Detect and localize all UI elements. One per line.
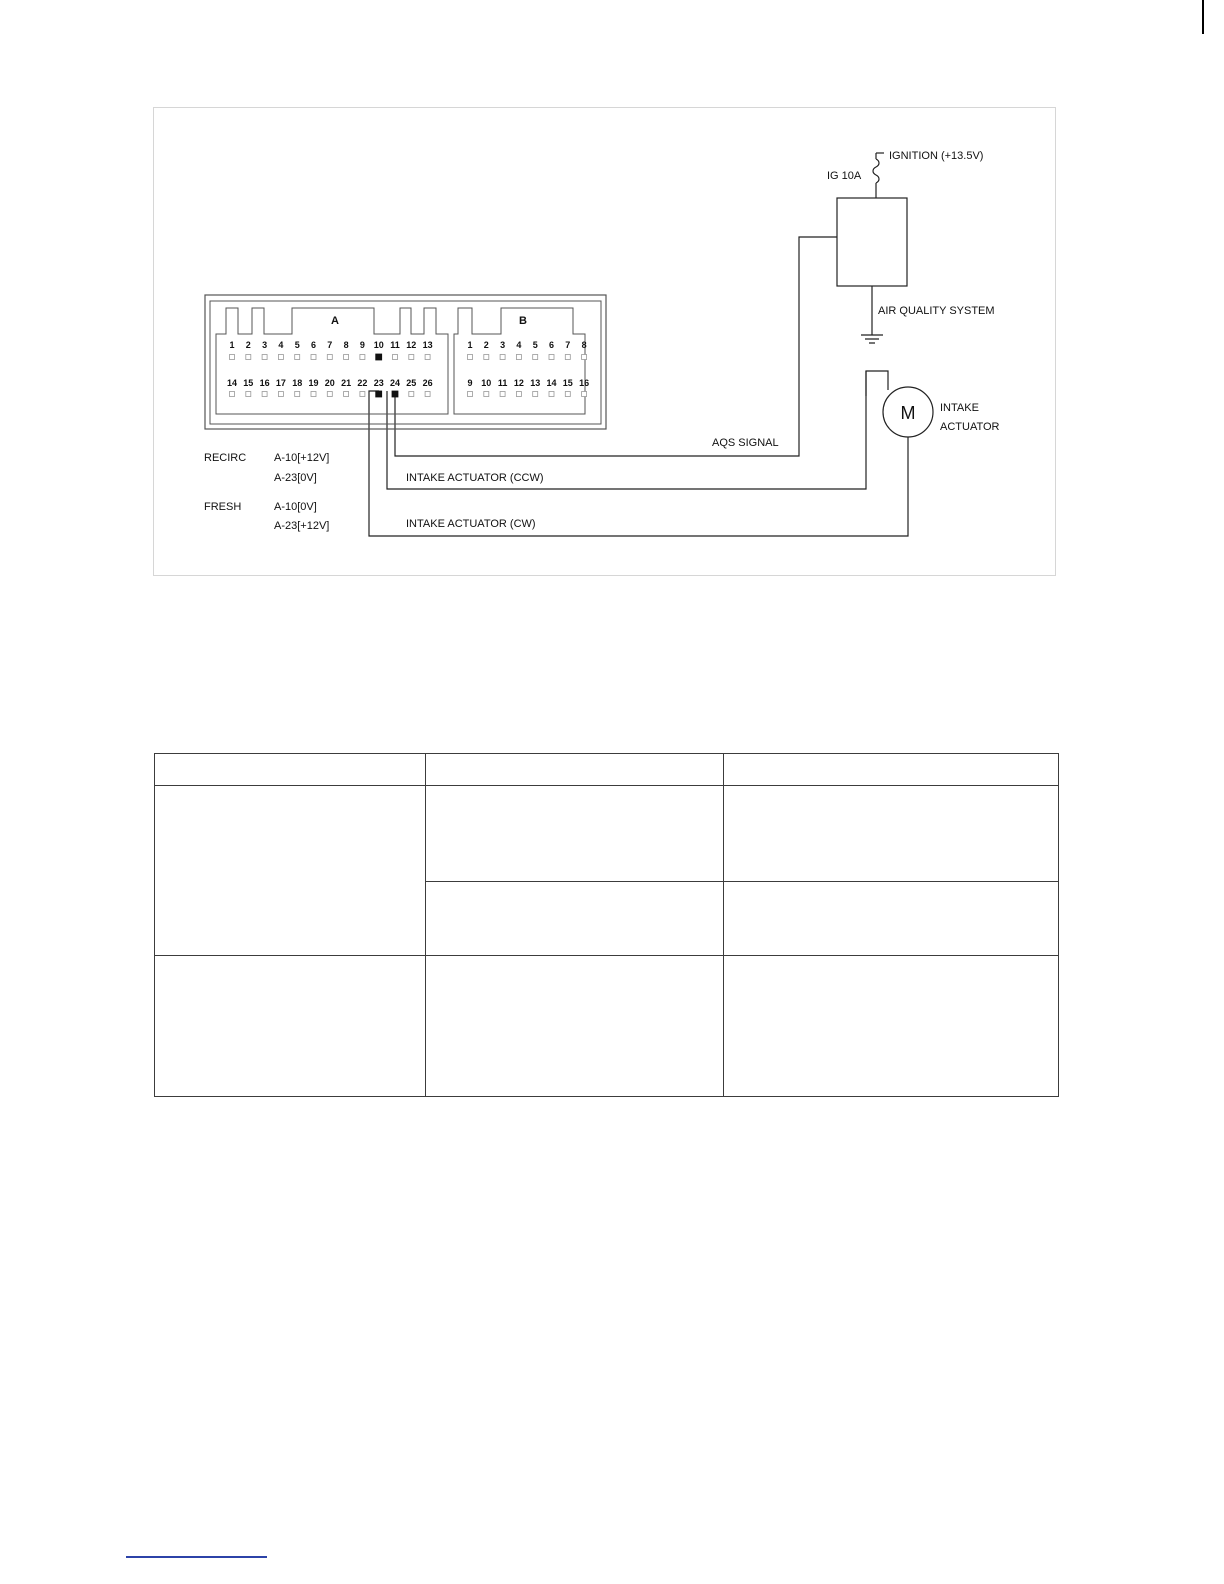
pin-socket [582, 355, 587, 360]
pin-label: 23 [373, 378, 384, 388]
pin-socket [311, 392, 316, 397]
pin-socket [484, 355, 489, 360]
pin-socket [549, 355, 554, 360]
pin-socket [246, 355, 251, 360]
table-cell [724, 882, 1059, 956]
table-cell [724, 786, 1059, 882]
pin-label: 13 [422, 340, 433, 350]
pin-socket [565, 392, 570, 397]
active-pin [376, 391, 382, 397]
table-cell [724, 956, 1059, 1097]
pin-label: 17 [275, 378, 286, 388]
pin-socket [565, 355, 570, 360]
fuse-icon [873, 159, 879, 183]
pin-socket [425, 355, 430, 360]
pin-label: 15 [243, 378, 254, 388]
footer-link-underline[interactable] [126, 1556, 267, 1558]
air-quality-system-label: AIR QUALITY SYSTEM [878, 305, 995, 317]
actuator-label: ACTUATOR [940, 421, 1000, 433]
pin-socket [230, 355, 235, 360]
pin-label: 6 [548, 340, 555, 350]
pin-label: 16 [579, 378, 590, 388]
pin-socket [500, 355, 505, 360]
pin-label: 14 [546, 378, 557, 388]
connector-b-bottom-pins [467, 378, 589, 397]
pin-socket [516, 355, 521, 360]
pin-socket [533, 392, 538, 397]
pin-label: 1 [467, 340, 473, 350]
pin-label: 12 [513, 378, 524, 388]
pin-socket [344, 355, 349, 360]
pin-label: 12 [406, 340, 417, 350]
pin-socket [262, 392, 267, 397]
pin-label: 10 [481, 378, 492, 388]
ignition-label: IGNITION (+13.5V) [889, 150, 984, 162]
mode-recirc-name: RECIRC [204, 452, 247, 464]
mode-fresh-line2: A-23[+12V] [274, 520, 330, 532]
pin-socket [327, 355, 332, 360]
ground-icon [861, 335, 883, 343]
pin-label: 16 [259, 378, 270, 388]
intake-label: INTAKE [940, 402, 979, 414]
pin-socket [468, 355, 473, 360]
mode-fresh-line1: A-10[0V] [274, 501, 317, 513]
active-pin [392, 391, 398, 397]
pin-socket [500, 392, 505, 397]
wiring-diagram [153, 107, 1056, 576]
connector-b-top-pins [467, 340, 586, 360]
pin-socket [295, 355, 300, 360]
table-header-cell [155, 754, 426, 786]
connector-a-bottom-pins [227, 378, 433, 397]
pin-socket [278, 392, 283, 397]
intake-actuator-cw-wire [369, 391, 908, 536]
table-row [155, 786, 1059, 882]
pin-label: 6 [310, 340, 317, 350]
pin-socket [246, 392, 251, 397]
motor-symbol: M [900, 403, 916, 423]
pin-label: 20 [324, 378, 335, 388]
table-cell [426, 786, 724, 882]
pin-label: 18 [292, 378, 303, 388]
wiring-diagram-svg [154, 108, 1057, 577]
pin-label: 9 [467, 378, 473, 388]
pin-label: 22 [357, 378, 368, 388]
pin-label: 8 [581, 340, 587, 350]
pin-socket [468, 392, 473, 397]
pin-label: 11 [390, 340, 400, 350]
mode-recirc-line2: A-23[0V] [274, 472, 317, 484]
pin-socket [278, 355, 283, 360]
pin-socket [327, 392, 332, 397]
pin-socket [484, 392, 489, 397]
pin-label: 25 [406, 378, 417, 388]
cw-label: INTAKE ACTUATOR (CW) [406, 518, 536, 530]
aqs-signal-wire [395, 237, 837, 456]
table-header-cell [426, 754, 724, 786]
table-header-row [155, 754, 1059, 786]
pin-socket [311, 355, 316, 360]
pin-socket [295, 392, 300, 397]
ccw-label: INTAKE ACTUATOR (CCW) [406, 472, 544, 484]
table-cell [155, 956, 426, 1097]
pin-label: 10 [373, 340, 384, 350]
pin-socket [409, 392, 414, 397]
table-cell [426, 956, 724, 1097]
pin-label: 14 [226, 378, 238, 388]
pin-label: 4 [278, 340, 284, 350]
table-cell [426, 882, 724, 956]
pin-label: 3 [262, 340, 268, 350]
pin-socket [516, 392, 521, 397]
pin-socket [230, 392, 235, 397]
pin-socket [533, 355, 538, 360]
pin-label: 21 [341, 378, 352, 388]
pin-label: 11 [497, 378, 508, 388]
pin-socket [582, 392, 587, 397]
page-edge-mark [1202, 0, 1204, 34]
pin-socket [262, 355, 267, 360]
table-cell [155, 786, 426, 956]
pin-label: 13 [530, 378, 541, 388]
pin-socket [549, 392, 554, 397]
connector-b-label: B [519, 315, 527, 327]
pin-socket [360, 392, 365, 397]
pin-label: 7 [565, 340, 571, 350]
mode-fresh-name: FRESH [204, 501, 242, 513]
pin-label: 1 [229, 340, 235, 350]
aqs-signal-label: AQS SIGNAL [712, 437, 779, 449]
pin-socket [409, 355, 414, 360]
pin-label: 2 [245, 340, 251, 350]
table-header-cell [724, 754, 1059, 786]
mode-recirc-line1: A-10[+12V] [274, 452, 330, 464]
pin-label: 2 [483, 340, 489, 350]
pin-socket [344, 392, 349, 397]
pin-socket [360, 355, 365, 360]
pin-label: 5 [532, 340, 538, 350]
pin-label: 3 [500, 340, 506, 350]
air-quality-module-box [837, 198, 907, 286]
pin-label: 5 [294, 340, 300, 350]
connector-a-top-pins [229, 340, 432, 360]
table-row [155, 956, 1059, 1097]
pin-label: 24 [389, 378, 401, 388]
pin-socket [393, 355, 398, 360]
pin-label: 4 [516, 340, 522, 350]
fuse-label: IG 10A [827, 170, 862, 182]
spec-table [154, 753, 1059, 1097]
connector [205, 295, 606, 429]
pin-label: 7 [327, 340, 333, 350]
pin-label: 15 [562, 378, 573, 388]
pin-label: 9 [359, 340, 365, 350]
pin-socket [425, 392, 430, 397]
connector-a-label: A [331, 315, 339, 327]
pin-label: 8 [343, 340, 349, 350]
active-pin [376, 354, 382, 360]
pin-label: 19 [308, 378, 319, 388]
pin-label: 26 [422, 378, 433, 388]
